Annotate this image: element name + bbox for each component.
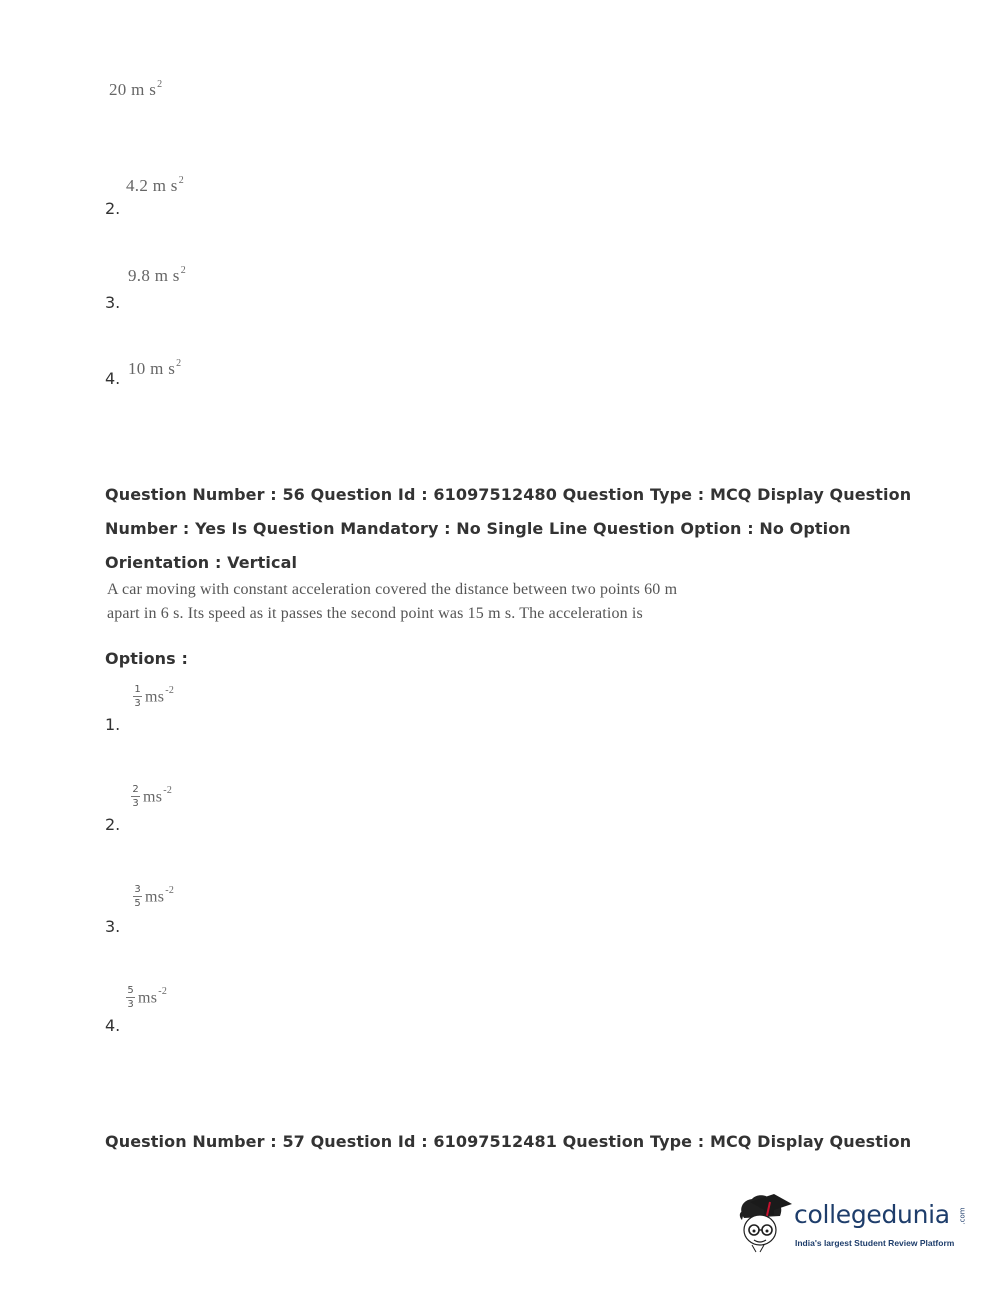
prev-option-2-value: 4.2 m $s^2$ (126, 175, 185, 195)
fraction: $\frac{3}{5}$ (134, 884, 141, 909)
question-56-option-3-value: $\frac{3}{5}$ $ms^{-2}$ (134, 884, 175, 909)
question-56-text-line-1: A car moving with constant acceleration covered the distance between two points 60 m (107, 581, 678, 598)
question-56-option-1-number: 1. (105, 715, 121, 734)
options-label: Options : (105, 649, 188, 668)
prev-option-2-number: 2. (105, 199, 121, 218)
collegedunia-logo (736, 1190, 966, 1260)
question-56-option-4-value: $\frac{5}{3}$ $ms^{-2}$ (127, 985, 168, 1010)
question-56-text-line-2: apart in 6 s. Its speed as it passes the second point was 15 m s. The acceleration is (107, 605, 643, 622)
logo-suffix: .com (958, 1207, 967, 1225)
prev-option-4-value: 10 m $s^2$ (128, 358, 182, 378)
question-56-option-2-number: 2. (105, 815, 121, 834)
prev-option-1-value: 20 m $s^2$ (109, 79, 163, 99)
question-57-header-line-1: Question Number : 57 Question Id : 61097512481 Question Type : MCQ Display Question (105, 1132, 912, 1151)
question-56-option-1-value: $\frac{1}{3}$ $ms^{-2}$ (134, 684, 175, 709)
fraction: $\frac{1}{3}$ (134, 684, 141, 709)
logo-tagline: India's largest Student Review Platform (795, 1238, 955, 1248)
question-56-option-4-number: 4. (105, 1016, 121, 1035)
fraction: $\frac{5}{3}$ (127, 985, 134, 1010)
prev-option-4-number: 4. (105, 369, 121, 388)
question-56-header-line-2: Number : Yes Is Question Mandatory : No Single Line Question Option : No Option (105, 519, 851, 538)
prev-option-3-value: 9.8 m $s^2$ (128, 265, 187, 285)
question-56-header-line-3: Orientation : Vertical (105, 553, 298, 572)
question-56-header-line-1: Question Number : 56 Question Id : 61097512480 Question Type : MCQ Display Question (105, 485, 912, 504)
question-56-option-2-value: $\frac{2}{3}$ $ms^{-2}$ (132, 784, 173, 809)
fraction: $\frac{2}{3}$ (132, 784, 139, 809)
logo-brand: collegedunia (794, 1200, 950, 1229)
question-56-option-3-number: 3. (105, 917, 121, 936)
prev-option-3-number: 3. (105, 293, 121, 312)
student-mascot-icon (736, 1190, 794, 1260)
